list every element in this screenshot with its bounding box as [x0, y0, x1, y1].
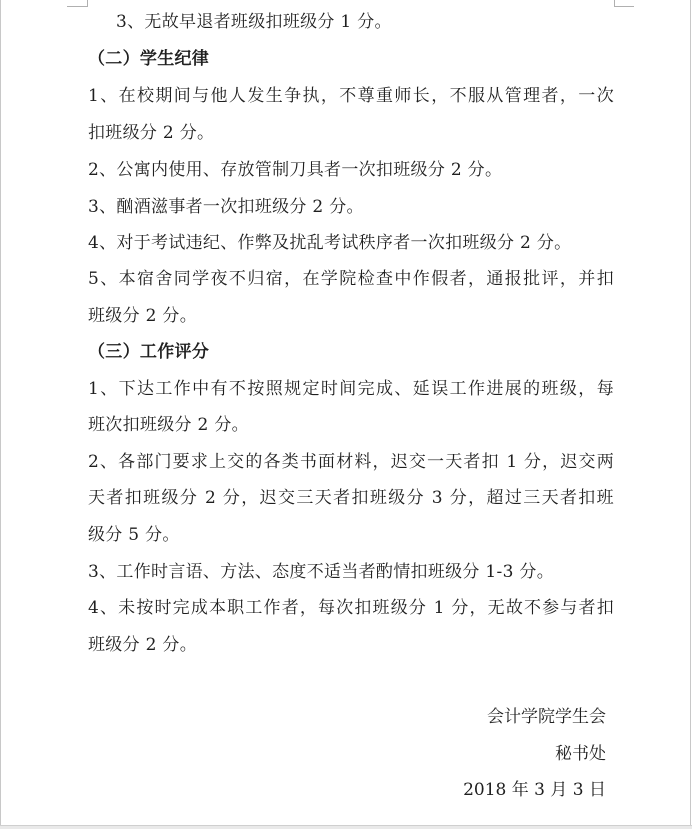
signature-date: 2018 年 3 月 3 日: [463, 780, 606, 800]
paragraph-line: 4、对于考试违纪、作弊及扰乱考试秩序者一次扣班级分 2 分。: [88, 233, 572, 253]
paragraph-line: 班级分 2 分。: [88, 635, 198, 655]
page-bottom-edge: [0, 825, 692, 829]
paragraph-line: 3、无故早退者班级扣班级分 1 分。: [116, 12, 392, 32]
signature-organization: 会计学院学生会: [487, 707, 606, 727]
paragraph-line: 2、各部门要求上交的各类书面材料，迟交一天者扣 1 分，迟交两: [88, 452, 614, 472]
paragraph-line: 班次扣班级分 2 分。: [88, 415, 249, 435]
paragraph-line: 5、本宿舍同学夜不归宿，在学院检查中作假者，通报批评，并扣: [88, 269, 614, 289]
paragraph-line: 3、工作时言语、方法、态度不适当者酌情扣班级分 1-3 分。: [88, 562, 554, 582]
paragraph-line: 3、酗酒滋事者一次扣班级分 2 分。: [88, 197, 364, 217]
paragraph-line: 4、未按时完成本职工作者，每次扣班级分 1 分，无故不参与者扣: [88, 598, 614, 618]
signature-office: 秘书处: [555, 744, 606, 764]
section-heading-work-evaluation: （三）工作评分: [88, 342, 210, 362]
paragraph-line: 2、公寓内使用、存放管制刀具者一次扣班级分 2 分。: [88, 160, 503, 180]
paragraph-line: 1、下达工作中有不按照规定时间完成、延误工作进展的班级，每: [88, 379, 614, 399]
page-border-left: [0, 0, 1, 829]
section-heading-discipline: （二）学生纪律: [88, 49, 210, 69]
paragraph-line: 扣班级分 2 分。: [88, 123, 215, 143]
paragraph-line: 1、在校期间与他人发生争执，不尊重师长，不服从管理者，一次: [88, 86, 614, 106]
page-border-right: [690, 0, 691, 829]
paragraph-line: 班级分 2 分。: [88, 306, 198, 326]
paragraph-line: 级分 5 分。: [88, 525, 180, 545]
paragraph-line: 天者扣班级分 2 分，迟交三天者扣班级分 3 分，超过三天者扣班: [88, 488, 614, 508]
